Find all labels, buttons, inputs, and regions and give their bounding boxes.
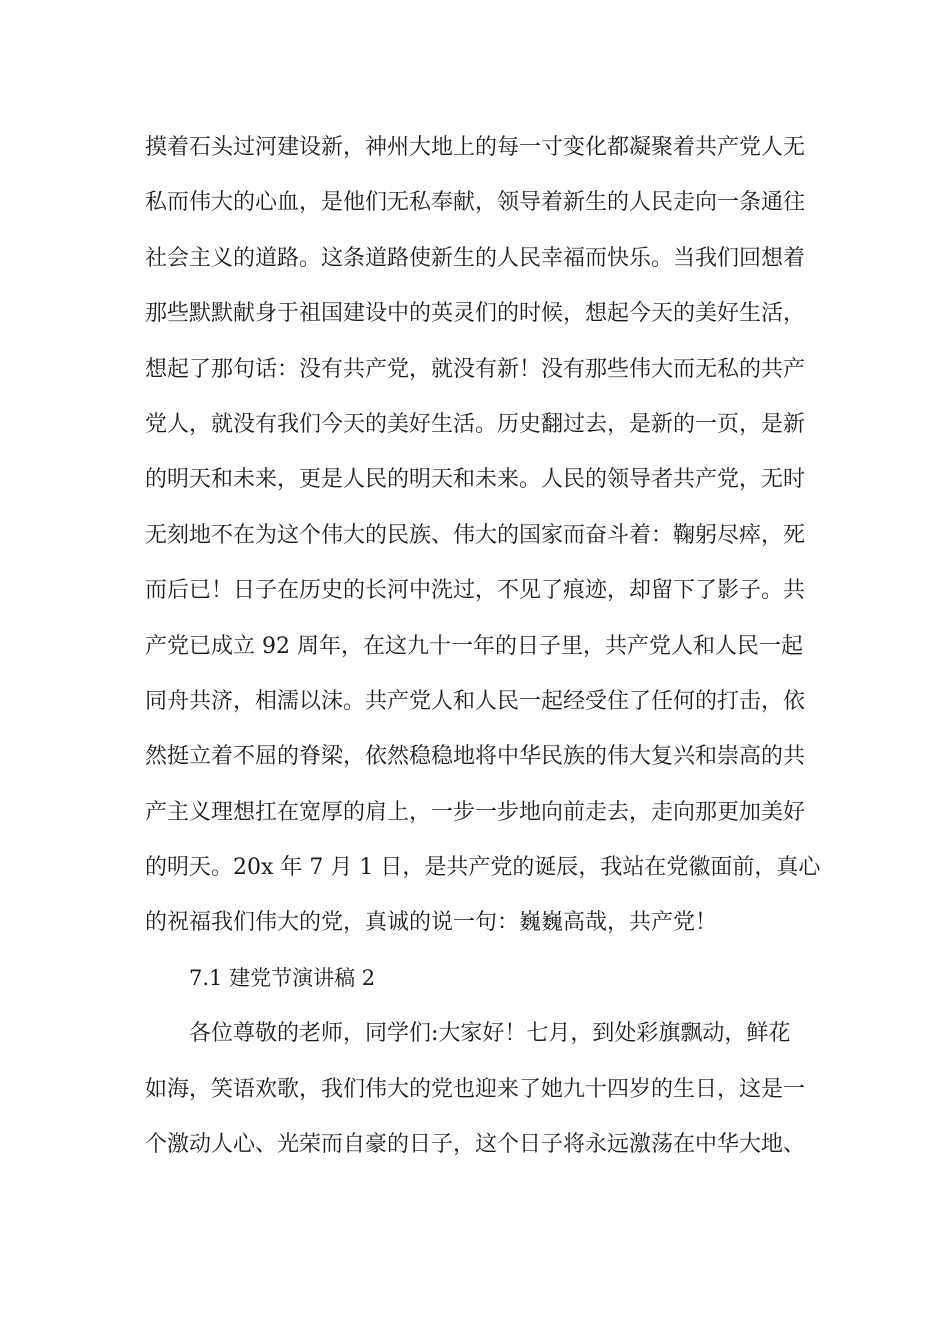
body-line: 的明天。20x 年 7 月 1 日，是共产党的诞辰，我站在党徽面前，真心 (145, 855, 821, 881)
body-line: 摸着石头过河建设新，神州大地上的每一寸变化都凝聚着共产党人无 (145, 135, 806, 160)
paragraph-first-line: 各位尊敬的老师，同学们:大家好！七月，到处彩旗飘动，鲜花 (189, 1021, 791, 1047)
body-line: 私而伟大的心血，是他们无私奉献，领导着新生的人民走向一条通往 (145, 190, 806, 216)
body-line: 党人，就没有我们今天的美好生活。历史翻过去，是新的一页，是新 (145, 411, 806, 437)
body-line: 的明天和未来，更是人民的明天和未来。人民的领导者共产党，无时 (145, 467, 806, 493)
body-line: 想起了那句话：没有共产党，就没有新！没有那些伟大而无私的共产 (145, 356, 806, 382)
document-body (145, 125, 821, 1177)
body-line: 如海，笑语欢歌，我们伟大的党也迎来了她九十四岁的生日，这是一 (145, 1076, 806, 1102)
body-line: 那些默默献身于祖国建设中的英灵们的时候，想起今天的美好生活， (145, 301, 806, 327)
body-line: 然挺立着不屈的脊梁，依然稳稳地将中华民族的伟大复兴和崇高的共 (145, 744, 806, 770)
body-line: 而后已！日子在历史的长河中洗过，不见了痕迹，却留下了影子。共 (145, 578, 806, 604)
body-line: 无刻地不在为这个伟大的民族、伟大的国家而奋斗着：鞠躬尽瘁，死 (145, 522, 806, 548)
body-line: 的祝福我们伟大的党，真诚的说一句：巍巍高哉，共产党！ (145, 910, 718, 936)
body-line: 产党已成立 92 周年，在这九十一年的日子里，共产党人和人民一起 (145, 633, 803, 659)
body-line: 个激动人心、光荣而自豪的日子，这个日子将永远激荡在中华大地、 (145, 1132, 806, 1158)
body-line: 产主义理想扛在宽厚的肩上，一步一步地向前走去，走向那更加美好 (145, 799, 806, 825)
body-line: 社会主义的道路。这条道路使新生的人民幸福而快乐。当我们回想着 (145, 245, 806, 271)
body-line: 同舟共济，相濡以沫。共产党人和人民一起经受住了任何的打击，依 (145, 688, 806, 714)
section-heading: 7.1 建党节演讲稿 2 (189, 965, 376, 990)
